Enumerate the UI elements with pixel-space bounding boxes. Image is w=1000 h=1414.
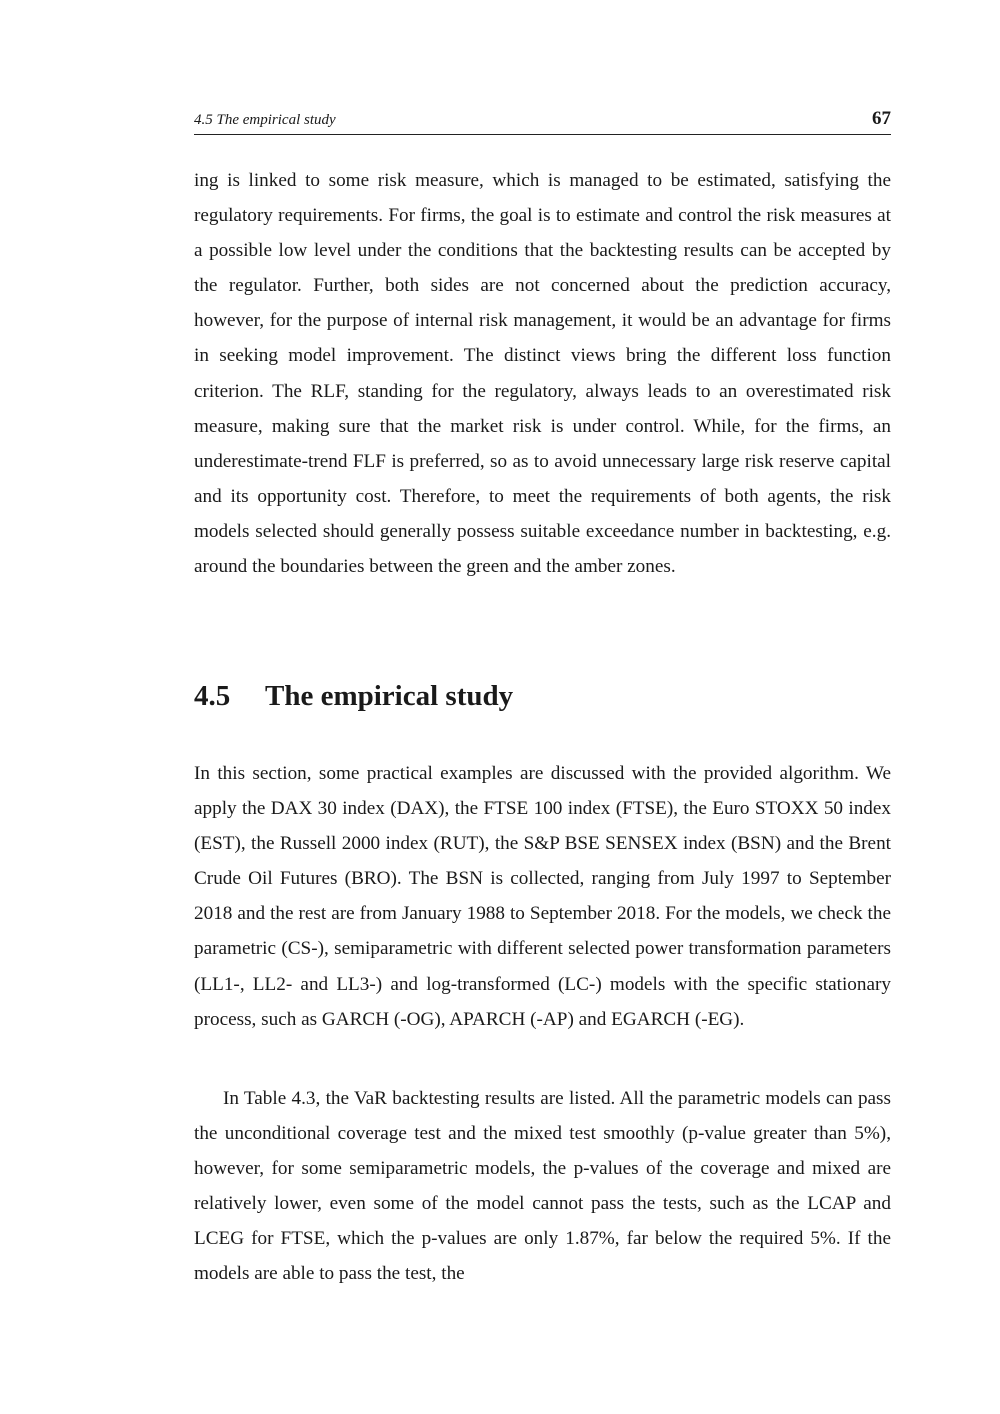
section-heading [194,680,513,713]
section-title: The empirical study [265,680,514,712]
running-header-section-title: 4.5 The empirical study [194,112,336,128]
body-paragraph-intro: In this section, some practical examples are discussed with the provided algorithm. We apply the DAX 30 index (DAX), the FTSE 100 index (FTSE), the Euro STOXX 50 index (EST), the Russell 2000 index (RUT), the S&P BSE SENSEX index (BSN) and the Brent Crude Oil Futures (BRO). The BSN is collected, ranging from July 1997 to September 2018 and the rest are from January 1988 to September 2018. For the models, we check the parametric (CS-), semiparametric with different selected power transformation parameters (LL1-, LL2- and LL3-) and log-transformed (LC-) models with the specific stationary process, such as GARCH (-OG), APARCH (-AP) and EGARCH (-EG). [194,763,891,1030]
running-header [194,108,891,135]
body-paragraph-continued: ing is linked to some risk measure, which is managed to be estimated, satisfying the regulatory requirements. For firms, the goal is to estimate and control the risk measures at a possible low level under the conditions that the backtesting results can be accepted by the regulator. Further, both sides are not concerned about the prediction accuracy, however, for the purpose of internal risk management, it would be an advantage for firms in seeking model improvement. The distinct views bring the different loss function criterion. The RLF, standing for the regulatory, always leads to an overestimated risk measure, making sure that the market risk is under control. While, for the firms, an underestimate-trend FLF is preferred, so as to avoid unnecessary large risk reserve capital and its opportunity cost. Therefore, to meet the requirements of both agents, the risk models selected should generally possess suitable exceedance number in backtesting, e.g. around the boundaries between the green and the amber zones. [194,170,891,578]
section-number: 4.5 [194,680,231,712]
body-paragraph-results: In Table 4.3, the VaR backtesting results are listed. All the parametric models can pass the unconditional coverage test and the mixed test smoothly (p-value greater than 5%), however, for some semiparametric models, the p-values of the coverage and mixed are relatively lower, even some of the model cannot pass the tests, such as the LCAP and LCEG for FTSE, which the p-values are only 1.87%, far below the required 5%. If the models are able to pass the test, the [194,1088,891,1285]
page-number: 67 [872,108,891,129]
